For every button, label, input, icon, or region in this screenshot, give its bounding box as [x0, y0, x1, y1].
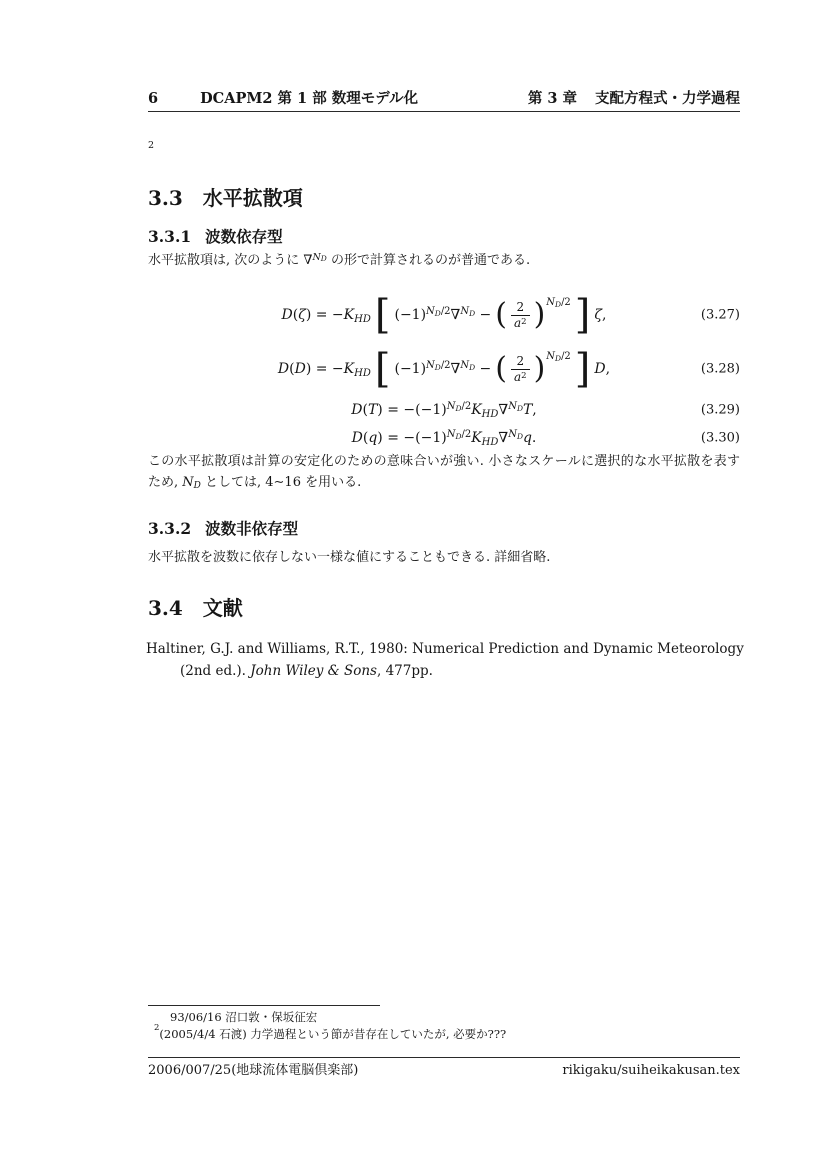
eq-tail: ζ,: [594, 307, 607, 323]
subsection-title: 波数非依存型: [205, 519, 299, 538]
bibliography-entry: Haltiner, G.J. and Williams, R.T., 1980: Numerical Prediction and Dynamic Meteorology (2nd ed.). John Wiley & Sons, 477pp.: [146, 641, 744, 679]
left-paren-delimiter: (: [495, 351, 507, 386]
right-bracket-delimiter: ]: [574, 346, 591, 392]
right-paren-delimiter: ): [533, 297, 546, 332]
equation-math: [148, 427, 740, 449]
section-number: 3.3: [148, 186, 183, 210]
equation-number: (3.30): [700, 430, 740, 446]
paragraph-discussion: この水平拡散項は計算の安定化のための意味合いが強い. 小さなスケールに選択的な水平拡散を表すため, $N_D$ としては, 4∼16 を用いる.: [148, 454, 740, 491]
header-left: [148, 90, 418, 107]
left-bracket-delimiter: [: [374, 292, 391, 338]
fraction: [511, 300, 530, 330]
section-title: 水平拡散項: [202, 186, 303, 210]
fraction-numerator: 2: [516, 354, 525, 369]
paragraph-intro: 水平拡散項は, 次のように ∇$^{N_D}$ の形で計算されるのが普通である.: [148, 251, 531, 268]
equation-3-28: [148, 341, 740, 397]
eq-body: $D(T) = -(-1)^{N_D/2}K_{HD}\nabla^{N_D}T$,: [351, 400, 537, 420]
footnote-2: [154, 1024, 506, 1041]
equation-3-29: [148, 399, 740, 421]
paragraph-wavenumber-independent: 水平拡散を波数に依存しない一様な値にすることもできる. 詳細省略.: [148, 550, 551, 565]
fraction-denominator: $a^2$: [511, 369, 530, 384]
eq-body: $D(q) = -(-1)^{N_D/2}K_{HD}\nabla^{N_D}q$.: [351, 428, 537, 448]
equation-math: [148, 286, 740, 344]
footnote-continuation: 93/06/16 沼口敦・保坂征宏: [170, 1010, 318, 1024]
page-footer: [148, 1062, 740, 1079]
equation-math: [148, 399, 740, 421]
footnote-rule: [148, 1005, 380, 1006]
fraction-denominator: $a^2$: [511, 315, 530, 330]
eq-lhs: $D(\zeta) = -K_{HD}$: [281, 307, 371, 325]
eq-lhs: $D(D) = -K_{HD}$: [277, 361, 371, 379]
equation-number: (3.29): [700, 402, 740, 418]
chapter-label: 第 3 章: [527, 90, 577, 107]
right-bracket-delimiter: ]: [574, 292, 591, 338]
eq-body: $(-1)^{N_D/2}\nabla^{N_D}$ −: [394, 359, 492, 377]
right-paren-delimiter: ): [533, 351, 546, 386]
subsection-heading-3-3-1: [148, 228, 283, 246]
footer-rule: [148, 1057, 740, 1058]
footer-right: rikigaku/suiheikakusan.tex: [562, 1063, 740, 1078]
paren-exponent: $N_D/2$: [546, 350, 571, 363]
section-title: 文献: [202, 596, 243, 620]
header-right: [528, 90, 740, 107]
footnote-marker: 2: [154, 1022, 160, 1033]
page-header: [148, 90, 740, 112]
subsection-number: 3.3.2: [148, 519, 192, 538]
left-bracket-delimiter: [: [374, 346, 391, 392]
equation-number: (3.27): [700, 307, 740, 323]
footer-left: 2006/007/25(地球流体電脳倶楽部): [148, 1063, 359, 1078]
equation-number: (3.28): [700, 361, 740, 377]
fraction-numerator: 2: [516, 300, 525, 315]
subsection-title: 波数依存型: [205, 227, 283, 246]
section-heading-3-3: [148, 187, 303, 209]
section-number: 3.4: [148, 596, 183, 620]
fraction: [511, 354, 530, 384]
paren-exponent: $N_D/2$: [546, 296, 571, 309]
chapter-title: 支配方程式・力学過程: [595, 90, 740, 107]
footnote-text: (2005/4/4 石渡) 力学過程という節が昔存在していたが, 必要か???: [159, 1026, 507, 1041]
subsection-heading-3-3-2: [148, 520, 298, 538]
section-heading-3-4: [148, 597, 243, 619]
stray-footnote-marker: 2: [148, 140, 155, 151]
left-paren-delimiter: (: [495, 297, 507, 332]
equation-3-27: [148, 286, 740, 344]
equation-3-30: [148, 427, 740, 449]
eq-body: $(-1)^{N_D/2}\nabla^{N_D}$ −: [394, 305, 492, 323]
header-left-title: DCAPM2 第 1 部 数理モデル化: [200, 90, 419, 107]
subsection-number: 3.3.1: [148, 227, 192, 246]
equation-math: [148, 341, 740, 397]
eq-tail: D,: [594, 361, 611, 377]
page-number: 6: [148, 90, 159, 107]
